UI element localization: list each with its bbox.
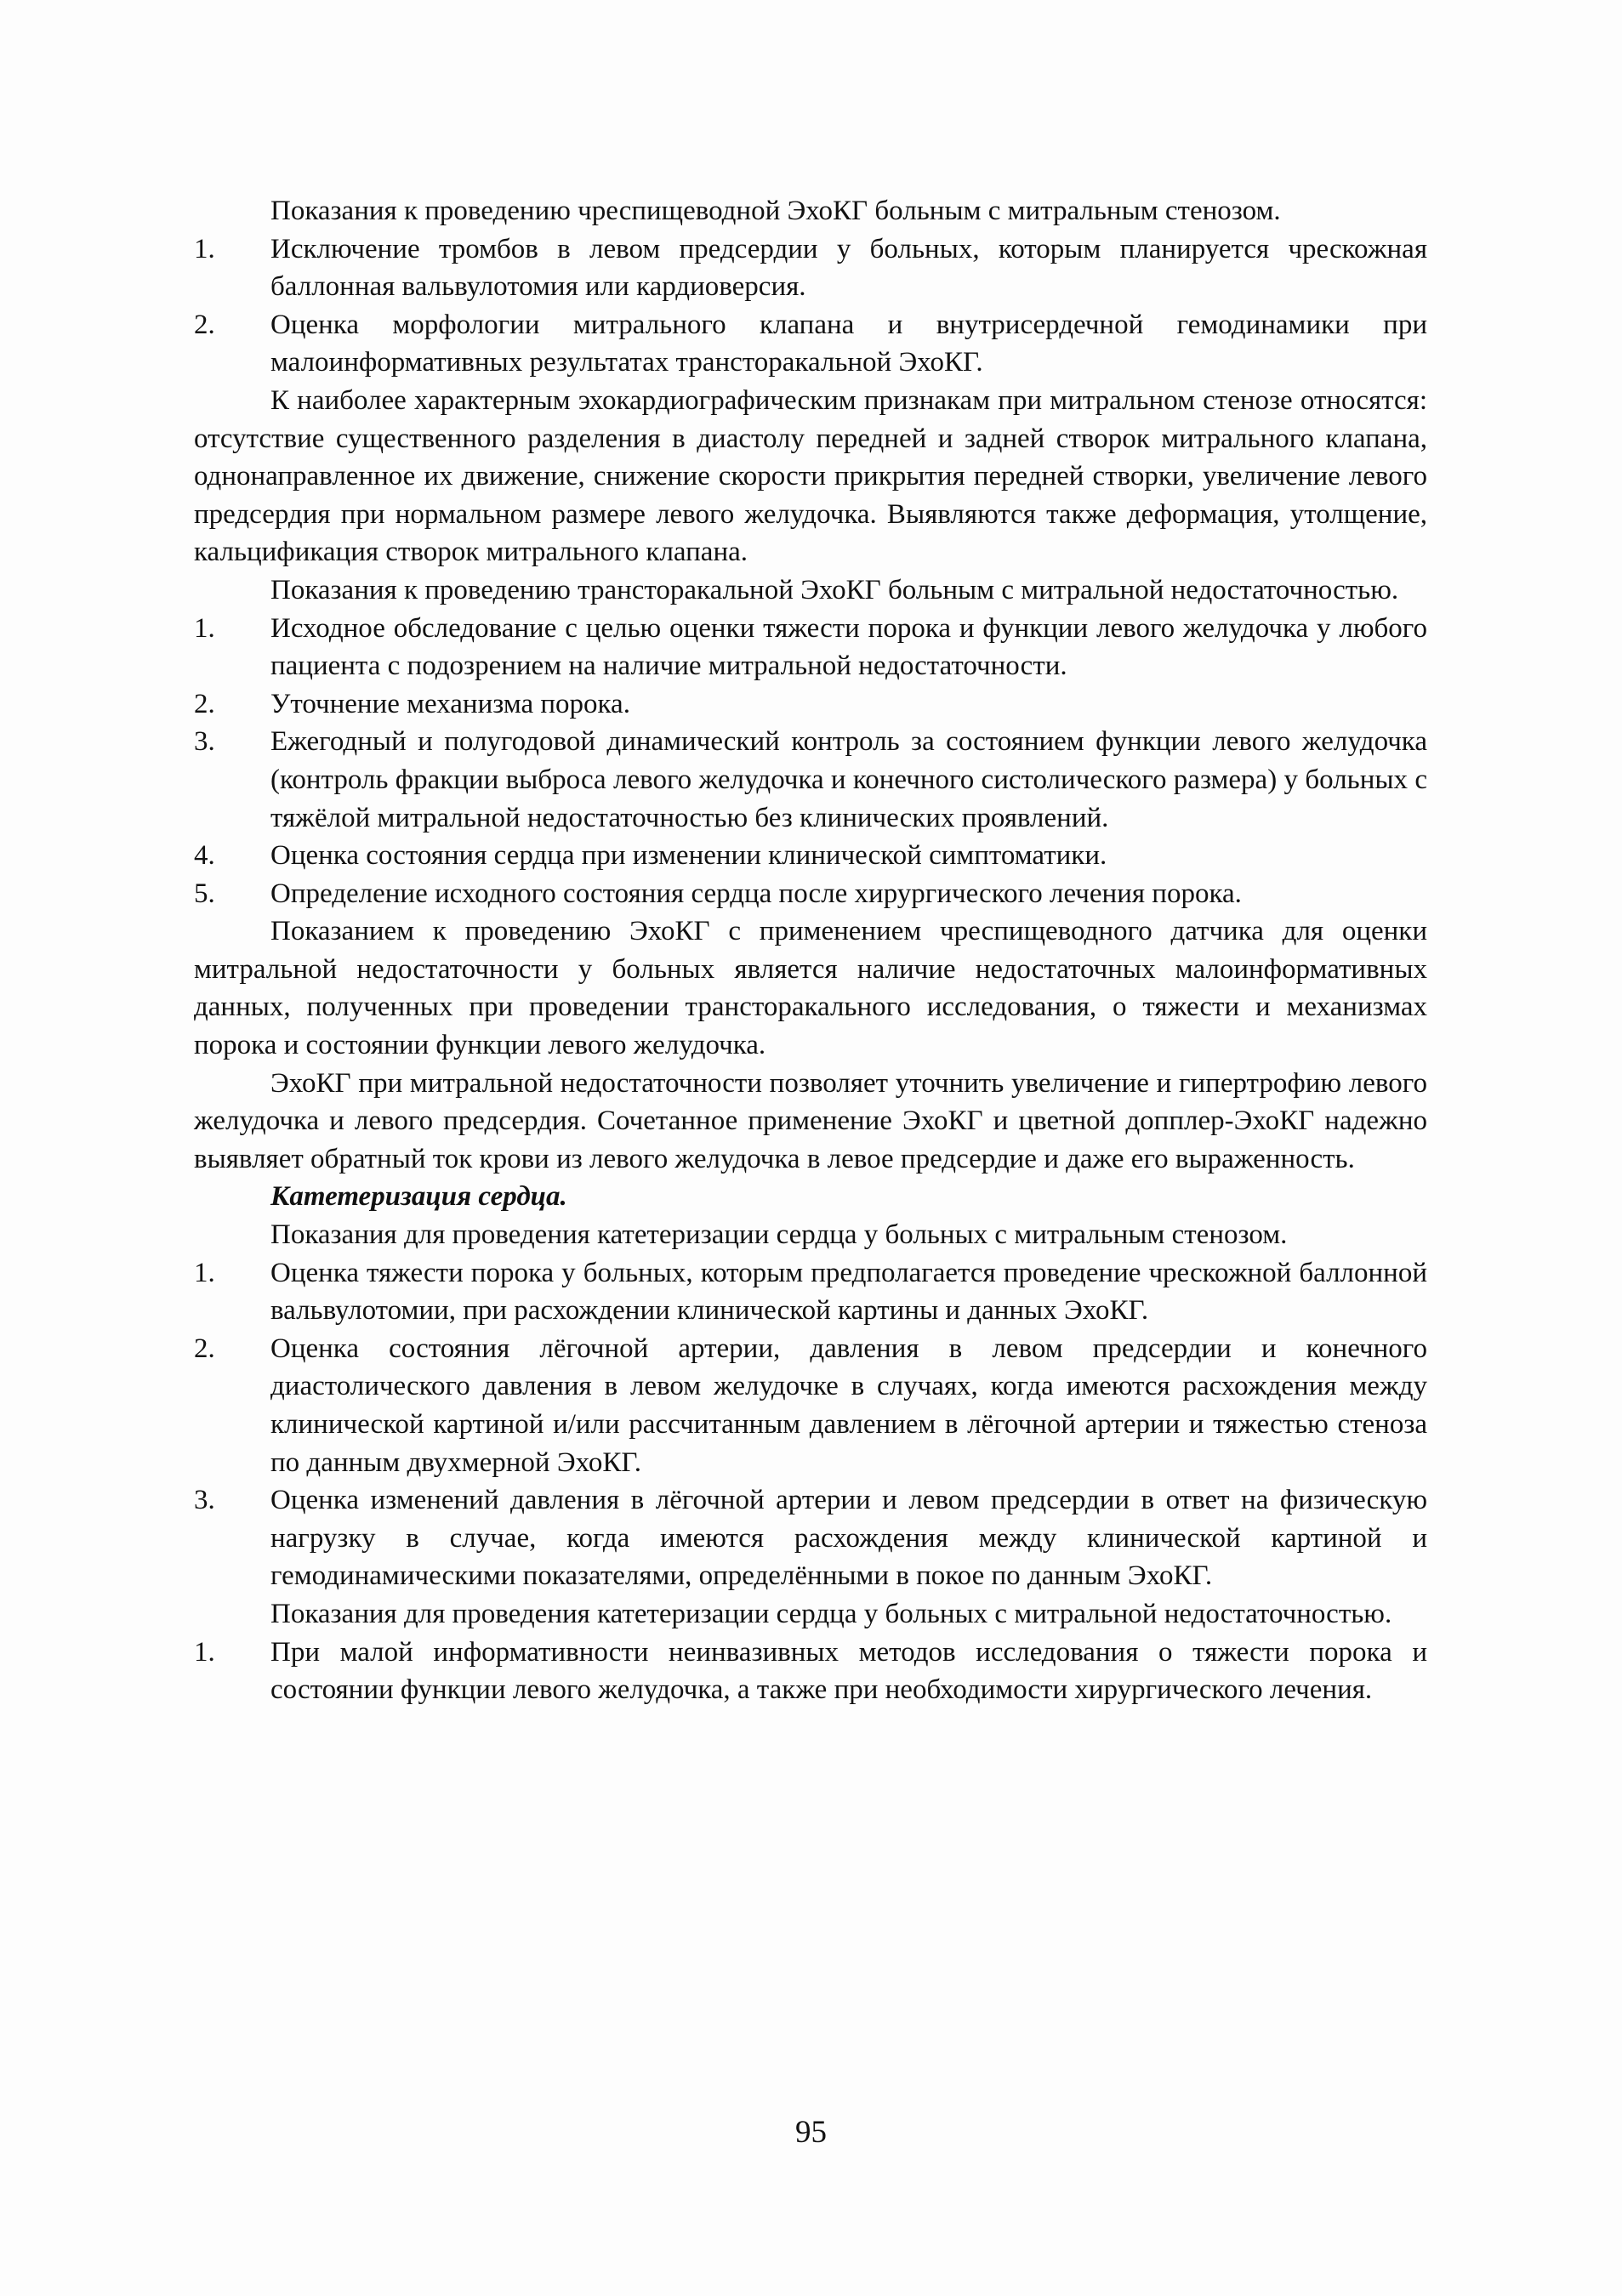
list-item-text: При малой информативности неинвазивных методов исследования о тяжести порока и состоянии функции левого желудочка, а также при необходимости хирургического лечения. bbox=[270, 1636, 1427, 1706]
list-item-number: 1. bbox=[194, 1257, 215, 1288]
page-number: 95 bbox=[795, 2115, 827, 2150]
paragraph: Показанием к проведению ЭхоКГ с применением чреспищеводного датчика для оценки митральной недостаточности у больных является наличие недостаточных малоинформативных данных, полученных при проведении трансторакального исследования, о тяжести и механизмах порока и состоянии функции левого желудочка. bbox=[194, 916, 1427, 1061]
list-item-text: Уточнение механизма порока. bbox=[270, 688, 630, 719]
numbered-list bbox=[194, 1254, 1427, 1595]
list-item-number: 2. bbox=[194, 688, 215, 719]
paragraph: Показания к проведению трансторакальной ЭхоКГ больным с митральной недостаточностью. bbox=[270, 574, 1399, 605]
paragraph: Показания к проведению чреспищеводной ЭхоКГ больным с митральным стенозом. bbox=[270, 196, 1281, 226]
list-item-text: Исходное обследование с целью оценки тяжести порока и функции левого желудочка у любого пациента с подозрением на наличие митральной недостаточности. bbox=[270, 612, 1427, 682]
list-item bbox=[194, 1481, 1427, 1595]
list-item bbox=[194, 306, 1427, 382]
section-heading: Катетеризация сердца. bbox=[270, 1181, 567, 1213]
list-item bbox=[194, 837, 1427, 875]
list-item-number: 5. bbox=[194, 878, 215, 909]
list-item-text: Определение исходного состояния сердца после хирургического лечения порока. bbox=[270, 878, 1242, 909]
list-item-text: Оценка состояния сердца при изменении клинической симптоматики. bbox=[270, 840, 1107, 872]
list-item bbox=[194, 1634, 1427, 1709]
paragraph: ЭхоКГ при митральной недостаточности позволяет уточнить увеличение и гипертрофию левого желудочка и левого предсердия. Сочетанное применение ЭхоКГ и цветной допплер-ЭхоКГ надежно выявляет обратный ток крови из левого желудочка в левое предсердие и даже его выраженность. bbox=[194, 1067, 1427, 1174]
list-item-number: 1. bbox=[194, 612, 215, 644]
list-item-number: 3. bbox=[194, 726, 215, 758]
list-item bbox=[194, 1254, 1427, 1330]
numbered-list bbox=[194, 230, 1427, 382]
list-item-text: Оценка тяжести порока у больных, которым предполагается проведение чрескожной баллонной вальвулотомии, при расхождении клинической картины и данных ЭхоКГ. bbox=[270, 1257, 1427, 1327]
list-item-number: 4. bbox=[194, 840, 215, 872]
numbered-list bbox=[194, 610, 1427, 913]
list-item-text: Оценка изменений давления в лёгочной артерии и левом предсердии в ответ на физическую нагрузку в случае, когда имеются расхождения между клинической картиной и гемодинамическими показателями, определёнными в покое по данным ЭхоКГ. bbox=[270, 1485, 1427, 1592]
list-item-text: Оценка состояния лёгочной артерии, давления в левом предсердии и конечного диастолического давления в левом желудочке в случаях, когда имеются расхождения между клинической картиной и/или рассчитанным давлением в лёгочной артерии и тяжестью стеноза по данным двухмерной ЭхоКГ. bbox=[270, 1333, 1427, 1478]
list-item-text: Оценка морфологии митрального клапана и внутрисердечной гемодинамики при малоинформативных результатах трансторакальной ЭхоКГ. bbox=[270, 309, 1427, 378]
paragraph: Показания для проведения катетеризации сердца у больных с митральным стенозом. bbox=[270, 1219, 1288, 1251]
list-item-number: 3. bbox=[194, 1485, 215, 1516]
list-item-number: 2. bbox=[194, 1333, 215, 1364]
paragraph: К наиболее характерным эхокардиографическим признакам при митральном стенозе относятся: отсутствие существенного разделения в диастолу передней и задней створок митрального клапана, однонаправленное их движение, снижение скорости прикрытия передней створки, увеличение левого предсердия при нормальном размере левого желудочка. Выявляются также деформация, утолщение, кальцификация створок митрального клапана. bbox=[194, 384, 1427, 568]
list-item-text: Ежегодный и полугодовой динамический контроль за состоянием функции левого желудочка (контроль фракции выброса левого желудочка и конечного систолического размера) у больных с тяжёлой митральной недостаточностью без клинических проявлений. bbox=[270, 726, 1427, 833]
list-item bbox=[194, 1330, 1427, 1481]
list-item bbox=[194, 230, 1427, 306]
list-item bbox=[194, 723, 1427, 837]
list-item-number: 2. bbox=[194, 309, 215, 340]
list-item bbox=[194, 610, 1427, 685]
paragraph: Показания для проведения катетеризации сердца у больных с митральной недостаточностью. bbox=[270, 1598, 1392, 1629]
page-body bbox=[194, 192, 1427, 1709]
list-item bbox=[194, 875, 1427, 913]
numbered-list bbox=[194, 1634, 1427, 1709]
list-item bbox=[194, 685, 1427, 724]
list-item-text: Исключение тромбов в левом предсердии у больных, которым планируется чрескожная баллонная вальвулотомия или кардиоверсия. bbox=[270, 233, 1427, 303]
list-item-number: 1. bbox=[194, 1636, 215, 1668]
list-item-number: 1. bbox=[194, 233, 215, 264]
